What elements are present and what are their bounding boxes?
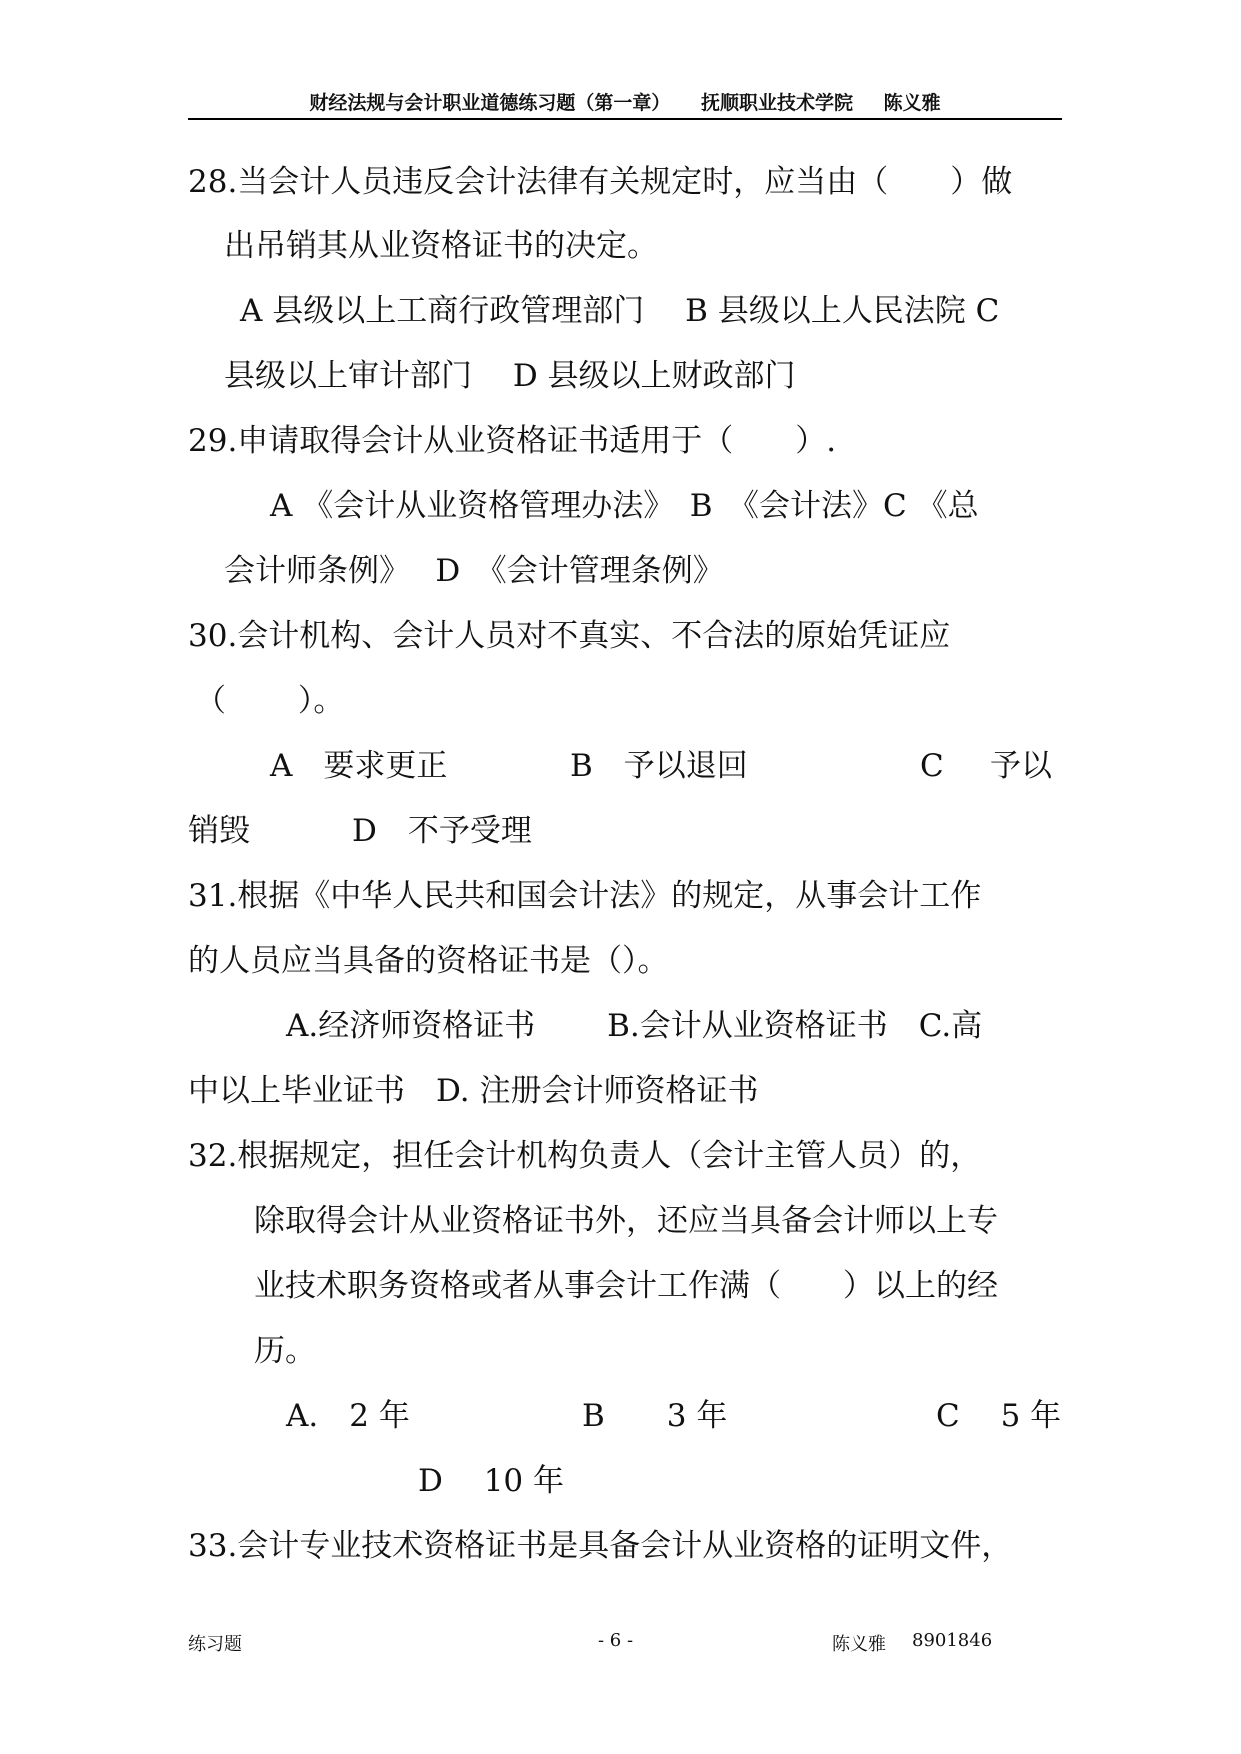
q32-line4: 历。: [254, 1333, 316, 1369]
q31-line1: 31.根据《中华人民共和国会计法》的规定，从事会计工作: [188, 878, 982, 914]
header-school: 抚顺职业技术学院: [700, 92, 853, 114]
q31-options-line1: A.经济师资格证书 B.会计从业资格证书 C.高: [286, 1008, 983, 1044]
q32-option-a: A. 2 年: [286, 1398, 410, 1434]
q30-option-a: A 要求更正: [270, 748, 448, 784]
q32-option-b: B 3 年: [582, 1398, 728, 1434]
q30-option-b: B 予以退回: [570, 748, 748, 784]
q32-option-d: D 10 年: [418, 1463, 565, 1499]
q29-options-line2: 会计师条例》 D 《会计管理条例》: [224, 553, 724, 589]
q30-line1: 30.会计机构、会计人员对不真实、不合法的原始凭证应: [188, 618, 951, 654]
q32-line2: 除取得会计从业资格证书外，还应当具备会计师以上专: [254, 1203, 998, 1239]
q29-line1: 29.申请取得会计从业资格证书适用于（ ）.: [188, 423, 837, 459]
q32-line1: 32.根据规定，担任会计机构负责人（会计主管人员）的，: [188, 1138, 982, 1174]
q30-option-c-letter: C: [920, 748, 944, 784]
q31-line2: 的人员应当具备的资格证书是（）。: [188, 943, 669, 979]
q30-option-c-text1: 予以: [990, 748, 1052, 784]
header-title: 财经法规与会计职业道德练习题（第一章）: [309, 92, 671, 114]
q30-line2: （ ）。: [195, 683, 345, 719]
q29-options-line1: A 《会计从业资格管理办法》 B 《会计法》C 《总: [270, 488, 979, 524]
q28-options-line1: A 县级以上工商行政管理部门 B 县级以上人民法院 C: [240, 293, 1000, 329]
q31-options-line2: 中以上毕业证书 D. 注册会计师资格证书: [188, 1073, 759, 1109]
footer-page-number: - 6 -: [598, 1630, 634, 1651]
q32-line3: 业技术职务资格或者从事会计工作满（ ）以上的经: [254, 1268, 998, 1304]
page-header: [188, 88, 1062, 115]
q28-line1: 28.当会计人员违反会计法律有关规定时，应当由（ ）做: [188, 164, 1013, 200]
header-author: 陈义雅: [883, 92, 941, 114]
q28-options-line2: 县级以上审计部门 D 县级以上财政部门: [224, 358, 796, 394]
q28-line2: 出吊销其从业资格证书的决定。: [224, 228, 658, 264]
footer-author: 陈义雅: [832, 1634, 886, 1655]
q30-option-d: D 不予受理: [352, 813, 532, 849]
q30-option-c-text2: 销毁: [188, 813, 250, 849]
header-divider: [188, 118, 1062, 120]
q33-line1: 33.会计专业技术资格证书是具备会计从业资格的证明文件，: [188, 1528, 1013, 1564]
footer-left: 练习题: [188, 1634, 242, 1655]
footer-phone: 8901846: [912, 1630, 993, 1651]
q32-option-c: C 5 年: [936, 1398, 1062, 1434]
